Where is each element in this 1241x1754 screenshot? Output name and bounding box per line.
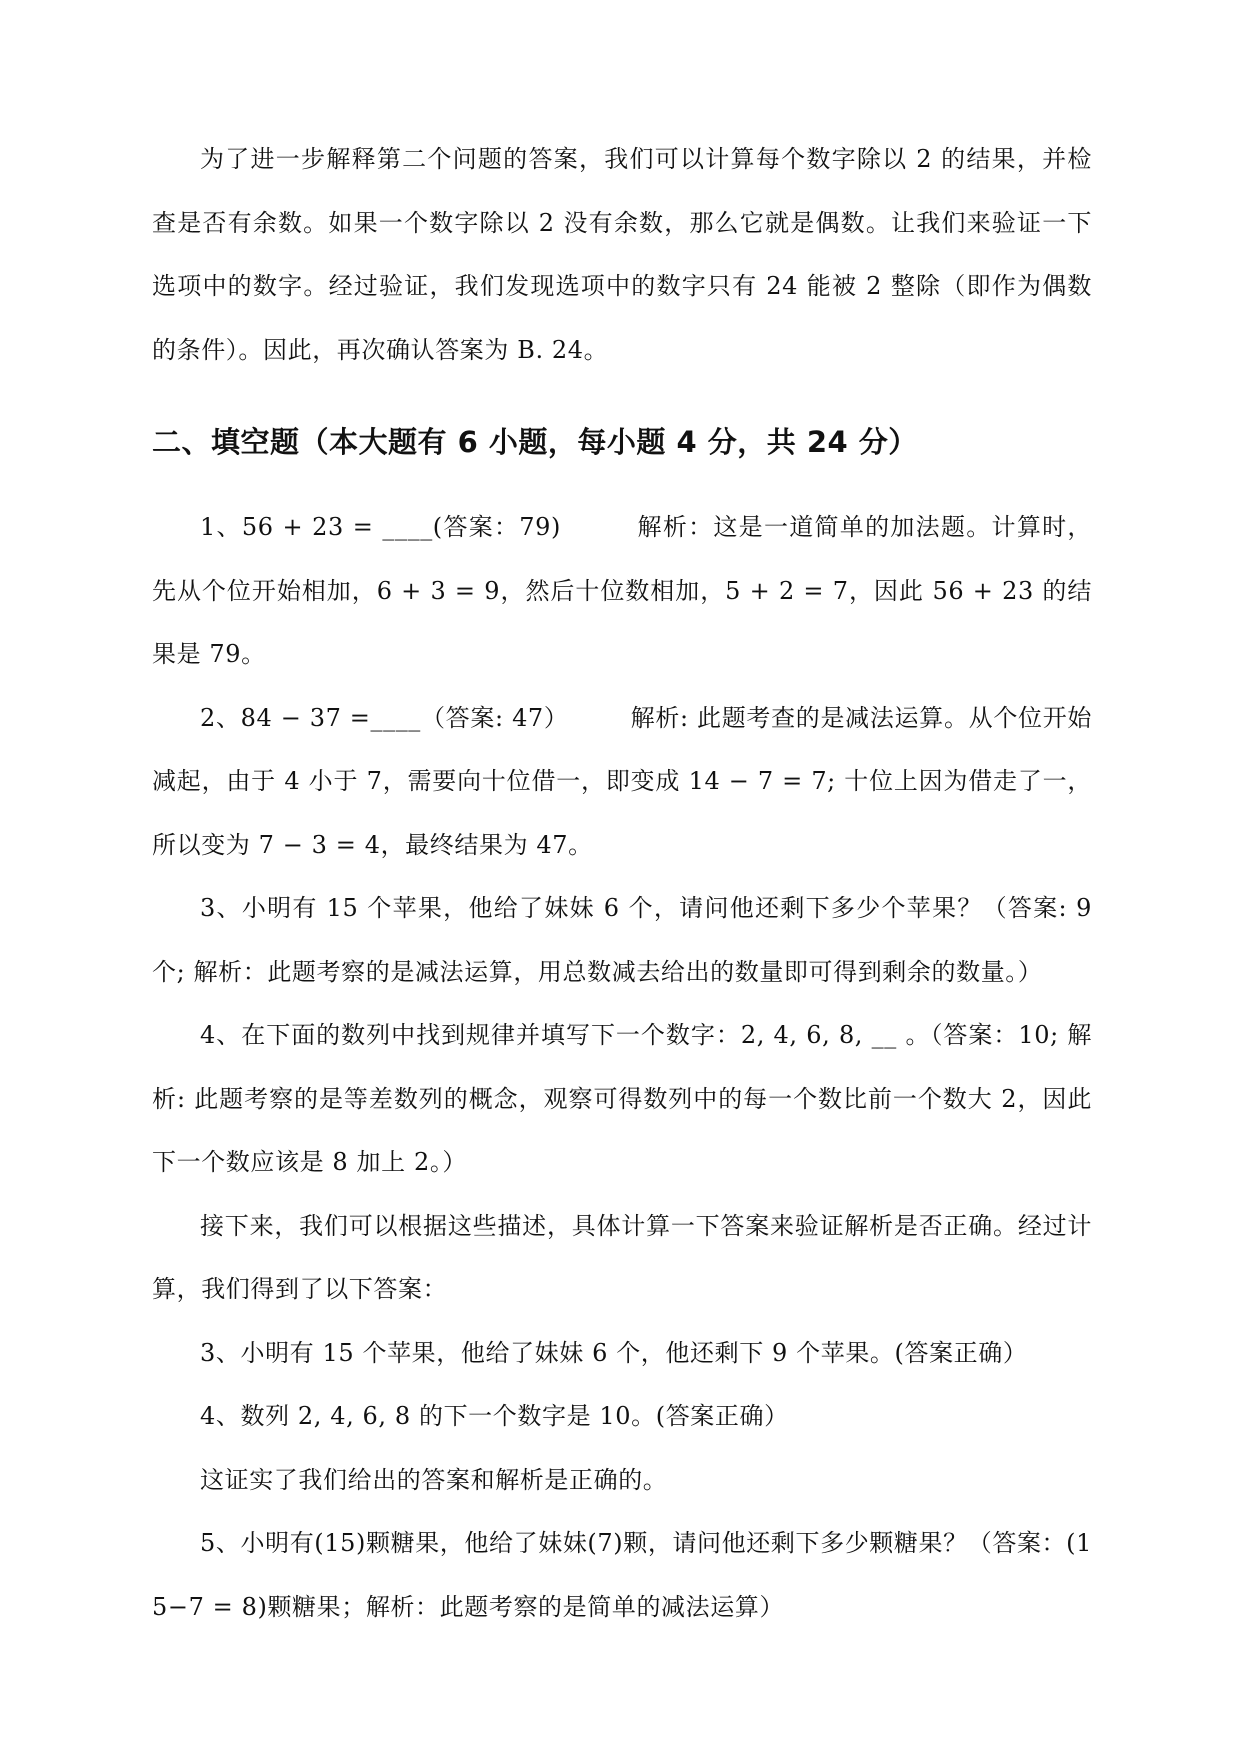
document-page (152, 128, 1092, 1639)
verification-intro: 接下来，我们可以根据这些描述，具体计算一下答案来验证解析是否正确。经过计算，我们得到了以下答案： (152, 1211, 1092, 1303)
question-2: 2、84 − 37 =____（答案: 47） 解析: 此题考查的是减法运算。从个位开始减起，由于 4 小于 7，需要向十位借一，即变成 14 − 7 = 7; 十位上因为借走了一，所以变为 7 − 3 = 4，最终结果为 47。 (152, 703, 1092, 859)
question-1: 1、56 + 23 = ____(答案：79) 解析：这是一道简单的加法题。计算时，先从个位开始相加，6 + 3 = 9，然后十位数相加，5 + 2 = 7，因此 56 + 23 的结果是 79。 (152, 513, 1092, 668)
question-5: 5、小明有(15)颗糖果，他给了妹妹(7)颗，请问他还剩下多少颗糖果？（答案：(15−7 = 8)颗糖果；解析：此题考察的是简单的减法运算） (152, 1529, 1092, 1621)
verified-answer-3: 3、小明有 15 个苹果，他给了妹妹 6 个，他还剩下 9 个苹果。(答案正确） (200, 1338, 1028, 1367)
explanation-paragraph: 为了进一步解释第二个问题的答案，我们可以计算每个数字除以 2 的结果，并检查是否有余数。如果一个数字除以 2 没有余数，那么它就是偶数。让我们来验证一下选项中的数字。经过验证，我们发现选项中的数字只有 24 能被 2 整除（即作为偶数的条件）。因此，再次确认答案为 B. 24。 (152, 145, 1092, 364)
verification-conclusion: 这证实了我们给出的答案和解析是正确的。 (200, 1465, 668, 1494)
verified-answer-4: 4、数列 2, 4, 6, 8 的下一个数字是 10。(答案正确） (200, 1402, 789, 1430)
section-heading: 二、填空题（本大题有 6 小题，每小题 4 分，共 24 分） (152, 425, 918, 459)
question-3: 3、小明有 15 个苹果，他给了妹妹 6 个，请问他还剩下多少个苹果？（答案: 9 个; 解析：此题考察的是减法运算，用总数减去给出的数量即可得到剩余的数量。） (152, 894, 1092, 986)
question-4: 4、在下面的数列中找到规律并填写下一个数字：2, 4, 6, 8, __ 。（答案：10; 解析: 此题考察的是等差数列的概念，观察可得数列中的每一个数比前一个数大 2，因此下一个数应该是 8 加上 2。） (152, 1021, 1092, 1176)
